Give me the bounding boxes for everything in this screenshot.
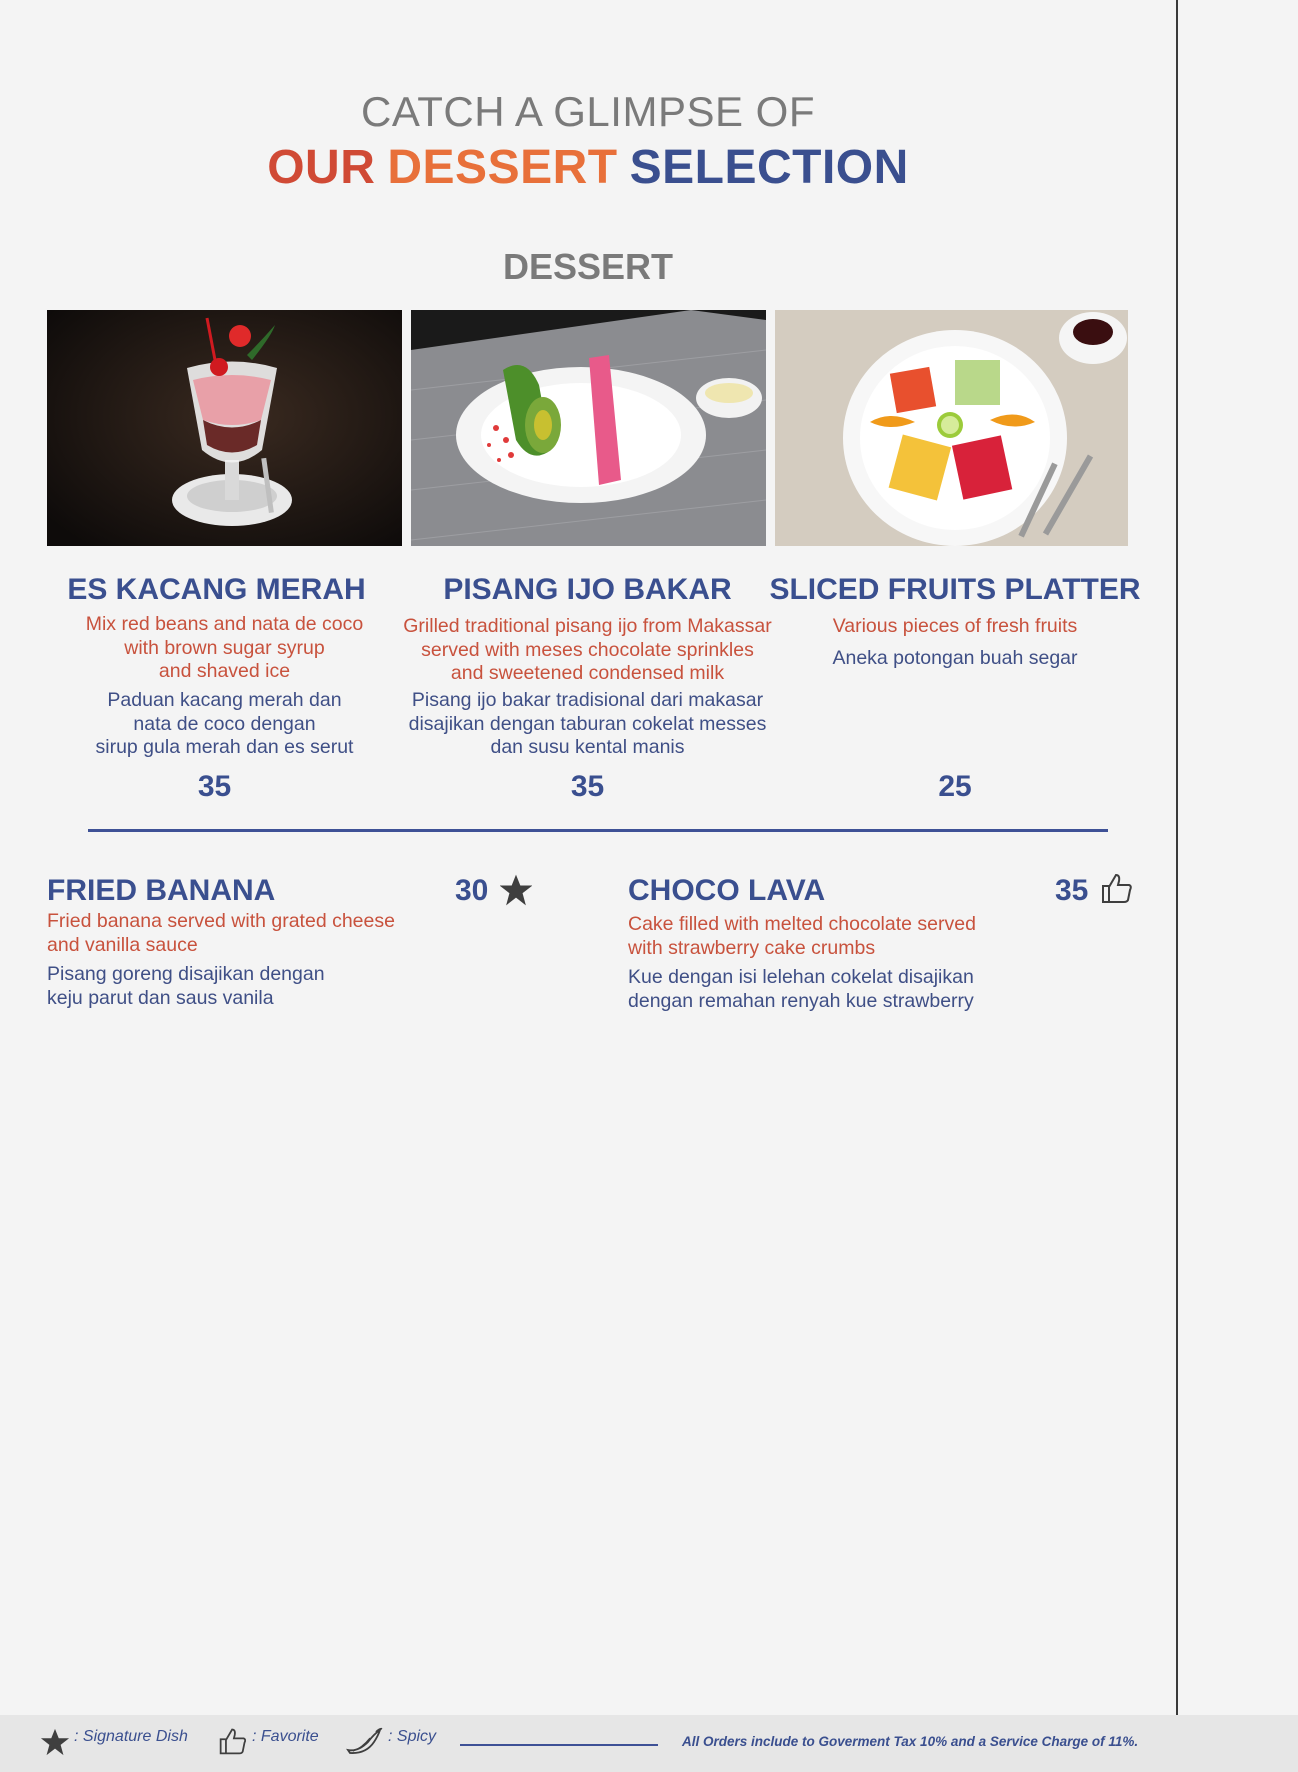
desc-line: dengan remahan renyah kue strawberry — [628, 989, 974, 1012]
desc-line: Fried banana served with grated cheese — [47, 910, 395, 932]
dish-name: PISANG IJO BAKAR — [443, 573, 732, 606]
title-word-our: OUR — [267, 141, 376, 194]
legend-star-icon — [40, 1727, 70, 1762]
fried-banana-description-id — [47, 963, 325, 1010]
page-title — [0, 140, 1176, 195]
desc-line: disajikan dengan taburan cokelat messes — [408, 712, 767, 735]
legend-thumbs-up-icon — [218, 1726, 248, 1761]
legend-favorite-label: : Favorite — [252, 1728, 319, 1745]
dish-description-en — [47, 613, 402, 684]
desc-line: Mix red beans and nata de coco — [85, 613, 364, 635]
dish-description-id — [765, 647, 1145, 671]
dish-description-id — [47, 689, 402, 760]
sliced-fruits-platter-photo — [775, 310, 1128, 546]
dish-description-id — [390, 689, 785, 760]
choco-lava-price: 35 — [1055, 874, 1089, 907]
desc-line: with strawberry cake crumbs — [628, 936, 876, 959]
choco-lava-name: CHOCO LAVA — [628, 874, 826, 907]
desc-line: Various pieces of fresh fruits — [832, 615, 1078, 637]
title-word-selection: SELECTION — [629, 141, 909, 194]
desc-line: served with meses chocolate sprinkles — [421, 638, 754, 661]
desc-line: Kue dengan isi lelehan cokelat disajikan — [628, 966, 974, 988]
desc-line: nata de coco dengan — [133, 712, 316, 735]
section-divider — [88, 829, 1108, 832]
footer-divider — [460, 1744, 658, 1746]
title-word-dessert: DESSERT — [387, 141, 618, 194]
dish-name: SLICED FRUITS PLATTER — [769, 573, 1141, 606]
pisang-ijo-bakar-photo — [411, 310, 766, 546]
legend-spicy-label: : Spicy — [388, 1728, 437, 1745]
es-kacang-merah-photo — [47, 310, 402, 546]
fried-banana-description-en — [47, 910, 395, 957]
dish-name: ES KACANG MERAH — [67, 573, 366, 606]
desc-line: sirup gula merah dan es serut — [95, 736, 354, 758]
footer-note: All Orders include to Goverment Tax 10% and a Service Charge of 11%. — [682, 1734, 1139, 1749]
dish-description-en — [765, 615, 1145, 639]
desc-line: Pisang ijo bakar tradisional dari makasar — [411, 689, 764, 711]
desc-line: Grilled traditional pisang ijo from Makassar — [403, 615, 772, 637]
dish-price: 35 — [197, 770, 232, 803]
choco-lava-description-id — [628, 966, 974, 1013]
desc-line: Paduan kacang merah dan — [107, 689, 342, 711]
legend-signature-label: : Signature Dish — [74, 1728, 188, 1745]
desc-line: Cake filled with melted chocolate served — [628, 913, 976, 935]
chili-icon — [344, 1726, 384, 1761]
dish-price: 35 — [570, 770, 605, 803]
desc-line: dan susu kental manis — [490, 736, 685, 758]
header-subtitle: CATCH A GLIMPSE OF — [361, 88, 815, 135]
desc-line: and sweetened condensed milk — [450, 662, 725, 684]
desc-line: Aneka potongan buah segar — [832, 647, 1078, 669]
fried-banana-price: 30 — [455, 874, 489, 907]
desc-line: Pisang goreng disajikan dengan — [47, 963, 325, 985]
choco-lava-description-en — [628, 913, 976, 960]
thumbs-up-icon — [1100, 872, 1134, 909]
star-icon — [500, 874, 532, 911]
dish-description-en — [390, 615, 785, 686]
section-title: DESSERT — [502, 246, 674, 287]
dish-price: 25 — [938, 770, 972, 803]
desc-line: with brown sugar syrup — [124, 636, 325, 659]
desc-line: keju parut dan saus vanila — [47, 986, 274, 1009]
page-edge-line — [1176, 0, 1178, 1715]
desc-line: and shaved ice — [158, 660, 291, 682]
desc-line: and vanilla sauce — [47, 933, 198, 956]
fried-banana-name: FRIED BANANA — [47, 874, 276, 907]
